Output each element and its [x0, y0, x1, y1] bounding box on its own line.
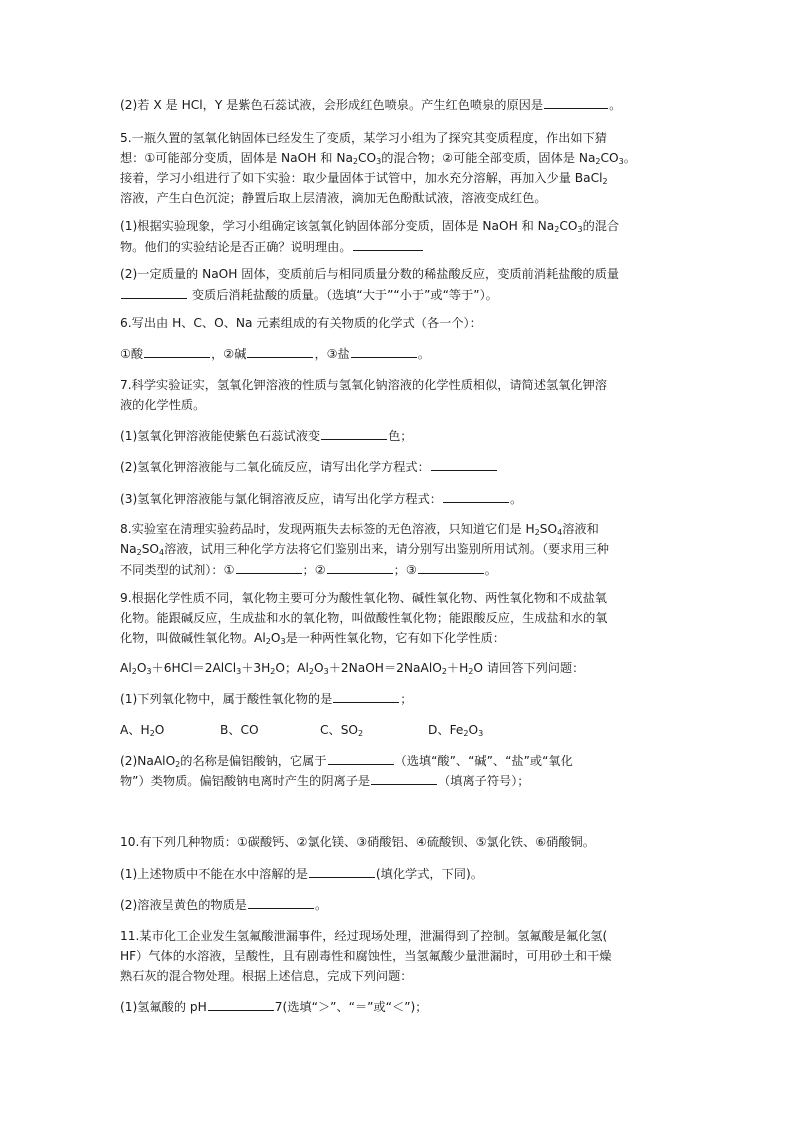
- q10-part1: (1)上述物质中不能在水中溶解的是 (填化学式，下同)。: [120, 867, 483, 881]
- q9-part2-line2: 物”）类物质。偏铝酸钠电离时产生的阴离子是 （填离子符号）；: [120, 774, 530, 788]
- answer-blank[interactable]: [327, 561, 393, 574]
- q6-stem: 6.写出由 H、C、O、Na 元素组成的有关物质的化学式（各一个）：: [120, 316, 482, 330]
- answer-blank[interactable]: [431, 458, 497, 471]
- q5-stem-line1: 5.一瓶久置的氢氧化钠固体已经发生了变质，某学习小组为了探究其变质程度，作出如下猜: [120, 131, 607, 145]
- q4-part2: [120, 96, 621, 113]
- q9-line1: 9.根据化学性质不同，氧化物主要可分为酸性氧化物、碱性氧化物、两性氧化物和不成盐氧: [120, 591, 607, 605]
- answer-blank[interactable]: [328, 752, 394, 765]
- q11-part1: (1)氢氟酸的 pH 7(选填“＞”、“＝”或“＜”)；: [120, 1000, 428, 1014]
- q5-part2-line1: (2)一定质量的 NaOH 固体，变质前后与相同质量分数的稀盐酸反应，变质前消耗盐酸的质量: [120, 267, 620, 281]
- q4-part2-text: (2)若 X 是 HCl，Y 是紫色石蕊试液，会形成红色喷泉。产生红色喷泉的原因是: [120, 98, 544, 112]
- answer-blank[interactable]: [321, 427, 387, 440]
- q5-stem-line3: 接着，学习小组进行了如下实验：取少量固体于试管中，加水充分溶解，再加入少量 BaCl$_2$: [120, 171, 608, 186]
- q9-equations: $Al_2O_3+6HCl=2AlCl_3+3H_2O$；$Al_2O_3+2NaOH=2NaAlO_2+H_2O$ 请回答下列问题：: [120, 661, 585, 676]
- q6-answers: ①酸 ，②碱 ，③盐 。: [120, 347, 430, 361]
- answer-blank[interactable]: [443, 490, 509, 503]
- q11-line1: 11.某市化工企业发生氢氟酸泄漏事件，经过现场处理，泄漏得到了控制。氢氟酸是氟化氢(: [120, 929, 608, 943]
- q7-stem-line1: 7.科学实验证实，氢氧化钾溶液的性质与氢氧化钠溶液的化学性质相似，请简述氢氧化钾溶: [120, 378, 607, 392]
- q10-stem: 10.有下列几种物质：①碳酸钙、②氯化镁、③硝酸铝、④硫酸钡、⑤氯化铁、⑥硝酸铜。: [120, 835, 595, 849]
- q8-line1: 8.实验室在清理实验药品时，发现两瓶失去标签的无色溶液，只知道它们是 $H_2SO_4$溶液和: [120, 522, 599, 537]
- q8-line3: 不同类型的试剂）：① ；② ；③ 。: [120, 563, 497, 577]
- q5-part1-line1: (1)根据实验现象，学习小组确定该氢氧化钠固体部分变质，固体是 NaOH 和 $Na_2CO_3$的混合: [120, 219, 620, 234]
- answer-blank[interactable]: [371, 772, 437, 785]
- answer-blank[interactable]: [247, 345, 313, 358]
- q5-stem-line4: 溶液，产生白色沉淀；静置后取上层清液，滴加无色酚酞试液，溶液变成红色。: [120, 191, 547, 205]
- q5-part2-line2: 变质后消耗盐酸的质量。（选填“大于”“小于”或“等于”）。: [120, 286, 498, 303]
- q9-options: [120, 722, 483, 742]
- answer-blank[interactable]: [418, 561, 484, 574]
- answer-blank[interactable]: [121, 286, 187, 299]
- option-d[interactable]: D、$Fe_2O_3$: [428, 723, 484, 738]
- q7-part1: (1)氢氧化钾溶液能使紫色石蕊试液变 色；: [120, 429, 413, 443]
- q9-part1: (1)下列氧化物中，属于酸性氧化物的是 ；: [120, 692, 413, 706]
- option-c[interactable]: C、$SO_2$: [320, 723, 364, 738]
- q11-line3: 熟石灰的混合物处理。根据上述信息，完成下列问题：: [120, 969, 413, 983]
- q4-part2-end: 。: [609, 98, 622, 112]
- q9-line2: 化物。能跟碱反应，生成盐和水的氧化物，叫做酸性氧化物；能跟酸反应，生成盐和水的氧: [120, 611, 608, 625]
- answer-blank[interactable]: [144, 345, 210, 358]
- q9-part2-line1: (2)NaAlO$_2$的名称是偏铝酸钠，它属于 （选填“酸”、“碱”、“盐”或“氧化: [120, 754, 573, 769]
- option-a[interactable]: A、$H_2O$: [120, 723, 165, 738]
- answer-blank[interactable]: [248, 896, 314, 909]
- q9-line3: 化物，叫做碱性氧化物。$Al_2O_3$是一种两性氧化物，它有如下化学性质：: [120, 631, 505, 646]
- answer-blank[interactable]: [353, 238, 423, 251]
- q7-part3: (3)氢氧化钾溶液能与氯化铜溶液反应，请写出化学方程式： 。: [120, 492, 523, 506]
- answer-blank[interactable]: [208, 998, 274, 1011]
- q5-stem-line2: 想：①可能部分变质，固体是 NaOH 和 $Na_2CO_3$的混合物；②可能全部变质，固体是 $Na_2CO_3$。: [120, 151, 636, 166]
- answer-blank[interactable]: [333, 690, 399, 703]
- q7-stem-line2: 液的化学性质。: [120, 398, 206, 412]
- answer-blank[interactable]: [544, 96, 608, 109]
- answer-blank[interactable]: [236, 561, 302, 574]
- q10-part2: (2)溶液呈黄色的物质是 。: [120, 898, 328, 912]
- q8-line2: $Na_2SO_4$溶液，试用三种化学方法将它们鉴别出来，请分别写出鉴别所用试剂。（要求用三种: [120, 542, 609, 557]
- q7-part2: (2)氢氧化钾溶液能与二氧化硫反应，请写出化学方程式：: [120, 458, 498, 475]
- q11-line2: HF）气体的水溶液，呈酸性，且有剧毒性和腐蚀性，当氢氟酸少量泄漏时，可用砂土和干燥: [120, 949, 612, 963]
- answer-blank[interactable]: [309, 865, 375, 878]
- option-b[interactable]: B、CO: [220, 723, 259, 737]
- q5-part1-line2: 物。他们的实验结论是否正确？说明理由。: [120, 238, 424, 255]
- answer-blank[interactable]: [351, 345, 417, 358]
